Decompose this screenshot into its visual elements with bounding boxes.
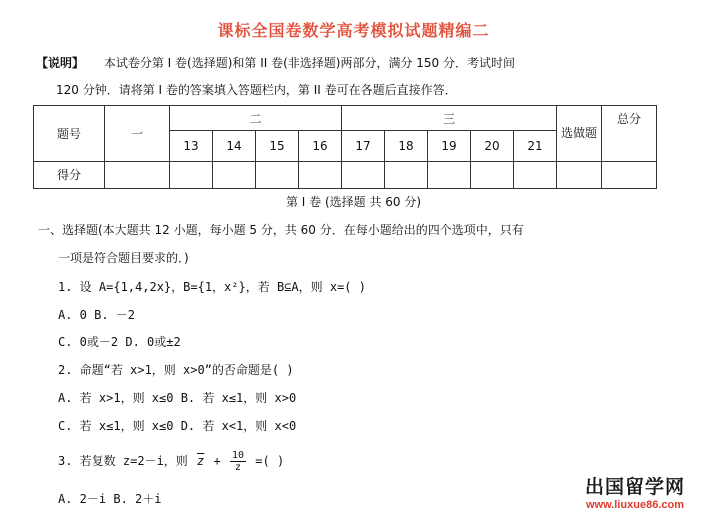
- fraction-denominator: z: [234, 462, 242, 473]
- score-cell: [557, 161, 602, 188]
- question-1-options-c: C. 0或－2 D. 0或±2: [58, 335, 181, 349]
- intro-block: [36, 50, 676, 104]
- question-1: 1. 设 A={1,4,2x}，B={1，x²}，若 B⊆A，则 x=( ): [58, 280, 366, 294]
- question-3-prefix: 3. 若复数 z=2－i，则: [58, 454, 188, 468]
- question-2: 2. 命题“若 x>1，则 x>0”的否命题是( ): [58, 363, 294, 377]
- watermark-logo: 出国留学网: [584, 476, 685, 498]
- question-3-suffix: =( ): [255, 454, 285, 468]
- qnum-18: 18: [385, 131, 428, 161]
- section1-heading-1: 一、选择题(本大题共 12 小题，每小题 5 分，共 60 分．在每小题给出的四个选项中，只有: [38, 223, 524, 237]
- question-3-options-a: A. 2－i B. 2＋i: [58, 492, 162, 506]
- qnum-17: 17: [342, 131, 385, 161]
- question-3: [58, 450, 284, 473]
- score-cell: [385, 161, 428, 188]
- score-cell: [428, 161, 471, 188]
- watermark: [569, 472, 701, 511]
- score-cell: [213, 161, 256, 188]
- intro-label: 【说明】: [36, 56, 85, 70]
- score-cell: [256, 161, 299, 188]
- question-2-options-c: C. 若 x≤1，则 x≤0 D. 若 x<1，则 x<0: [58, 419, 297, 433]
- qnum-16: 16: [299, 131, 342, 161]
- header-part-two: 二: [170, 106, 342, 131]
- question-2-options-a: A. 若 x>1，则 x≤0 B. 若 x≤1，则 x>0: [58, 391, 297, 405]
- question-3-fraction: [230, 450, 246, 473]
- qnum-21: 21: [514, 131, 557, 161]
- score-cell: [514, 161, 557, 188]
- qnum-15: 15: [256, 131, 299, 161]
- fraction-numerator: 10: [231, 450, 245, 461]
- question-3-conjugate: $\overline{z}$: [197, 454, 205, 468]
- section-label: 第 I 卷 (选择题 共 60 分): [285, 195, 422, 209]
- intro-text-1: 本试卷分第 I 卷(选择题)和第 II 卷(非选择题)两部分，满分 150 分．考试时间: [103, 56, 515, 70]
- score-cell: [105, 161, 170, 188]
- qnum-14: 14: [213, 131, 256, 161]
- qnum-20: 20: [471, 131, 514, 161]
- qnum-19: 19: [428, 131, 471, 161]
- score-cell: [299, 161, 342, 188]
- header-score: 得分: [34, 161, 105, 188]
- header-choice: 选做题: [557, 106, 602, 162]
- score-cell: [602, 161, 657, 188]
- header-total: 总分: [602, 106, 657, 162]
- question-3-plus: +: [213, 454, 221, 468]
- header-question-no: 题号: [34, 106, 105, 162]
- page-title: 课标全国卷数学高考模拟试题精编二: [217, 21, 490, 40]
- header-part-one: 一: [105, 106, 170, 162]
- score-cell: [342, 161, 385, 188]
- question-1-options-a: A. 0 B. －2: [58, 308, 136, 322]
- section1-heading-2: 一项是符合题目要求的．): [58, 251, 189, 265]
- watermark-url: www.liuxue86.com: [585, 499, 684, 511]
- header-part-three: 三: [342, 106, 557, 131]
- intro-line-1: [36, 50, 676, 77]
- score-cell: [170, 161, 213, 188]
- intro-line-2: 120 分钟．请将第 I 卷的答案填入答题栏内，第 II 卷可在各题后直接作答．: [56, 83, 457, 97]
- score-cell: [471, 161, 514, 188]
- qnum-13: 13: [170, 131, 213, 161]
- score-table: [33, 105, 657, 189]
